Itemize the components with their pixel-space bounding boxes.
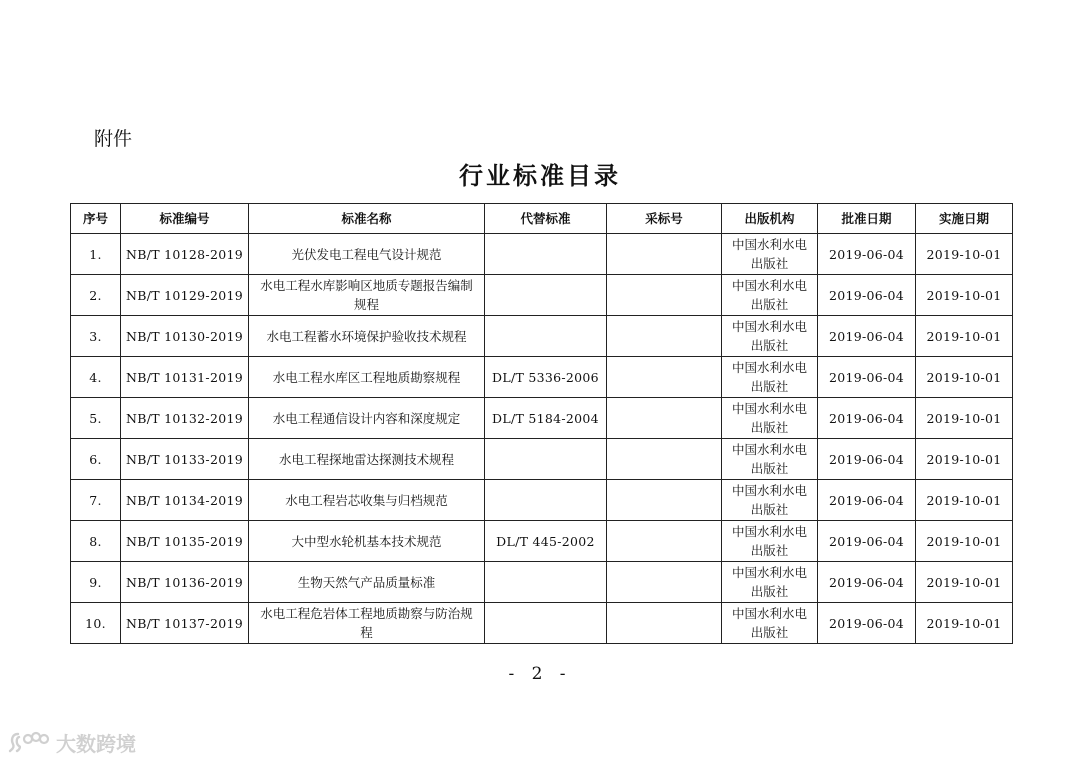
table-header-row	[71, 204, 1013, 234]
table-row	[71, 357, 1013, 398]
row-adopted	[607, 357, 722, 398]
row-effective-date: 2019-10-01	[916, 316, 1013, 357]
row-effective-date: 2019-10-01	[916, 562, 1013, 603]
row-approval-date: 2019-06-04	[818, 316, 916, 357]
row-replaced: DL/T 5336-2006	[485, 357, 607, 398]
row-seq: 1.	[71, 234, 121, 275]
row-approval-date: 2019-06-04	[818, 521, 916, 562]
row-publisher: 中国水利水电出版社	[722, 357, 818, 398]
row-adopted	[607, 562, 722, 603]
row-publisher: 中国水利水电出版社	[722, 234, 818, 275]
attachment-label: 附件	[94, 128, 133, 150]
row-effective-date: 2019-10-01	[916, 275, 1013, 316]
row-seq: 5.	[71, 398, 121, 439]
watermark	[8, 729, 136, 755]
row-std-no: NB/T 10131-2019	[121, 357, 249, 398]
row-adopted	[607, 398, 722, 439]
row-std-name: 水电工程岩芯收集与归档规范	[249, 480, 485, 521]
row-publisher: 中国水利水电出版社	[722, 521, 818, 562]
row-replaced: DL/T 5184-2004	[485, 398, 607, 439]
header-approval-date: 批准日期	[818, 204, 916, 234]
row-publisher: 中国水利水电出版社	[722, 603, 818, 644]
row-adopted	[607, 480, 722, 521]
header-std-no: 标准编号	[121, 204, 249, 234]
header-seq: 序号	[71, 204, 121, 234]
row-effective-date: 2019-10-01	[916, 234, 1013, 275]
row-std-no: NB/T 10128-2019	[121, 234, 249, 275]
table-row	[71, 234, 1013, 275]
row-approval-date: 2019-06-04	[818, 562, 916, 603]
header-std-name: 标准名称	[249, 204, 485, 234]
row-approval-date: 2019-06-04	[818, 234, 916, 275]
row-replaced	[485, 275, 607, 316]
row-std-name: 生物天然气产品质量标准	[249, 562, 485, 603]
row-std-name: 水电工程蓄水环境保护验收技术规程	[249, 316, 485, 357]
table-body	[71, 234, 1013, 644]
standards-table	[70, 203, 1013, 644]
row-seq: 4.	[71, 357, 121, 398]
row-replaced	[485, 562, 607, 603]
header-effective-date: 实施日期	[916, 204, 1013, 234]
brand-logo-icon	[8, 730, 52, 754]
table-row	[71, 521, 1013, 562]
table-row	[71, 275, 1013, 316]
row-std-name: 水电工程探地雷达探测技术规程	[249, 439, 485, 480]
row-adopted	[607, 603, 722, 644]
watermark-text: 大数跨境	[56, 731, 136, 756]
row-adopted	[607, 439, 722, 480]
header-replaced: 代替标准	[485, 204, 607, 234]
row-std-name: 光伏发电工程电气设计规范	[249, 234, 485, 275]
row-adopted	[607, 316, 722, 357]
row-adopted	[607, 234, 722, 275]
row-std-no: NB/T 10136-2019	[121, 562, 249, 603]
table-row	[71, 439, 1013, 480]
row-publisher: 中国水利水电出版社	[722, 316, 818, 357]
row-replaced: DL/T 445-2002	[485, 521, 607, 562]
row-std-name: 水电工程危岩体工程地质勘察与防治规程	[249, 603, 485, 644]
table-row	[71, 562, 1013, 603]
row-publisher: 中国水利水电出版社	[722, 439, 818, 480]
row-replaced	[485, 316, 607, 357]
row-effective-date: 2019-10-01	[916, 603, 1013, 644]
row-publisher: 中国水利水电出版社	[722, 275, 818, 316]
row-std-no: NB/T 10130-2019	[121, 316, 249, 357]
row-seq: 3.	[71, 316, 121, 357]
row-approval-date: 2019-06-04	[818, 398, 916, 439]
page-number: - 2 -	[508, 664, 572, 684]
table-row	[71, 603, 1013, 644]
row-std-no: NB/T 10132-2019	[121, 398, 249, 439]
document-title: 行业标准目录	[459, 162, 621, 190]
table-row	[71, 480, 1013, 521]
row-effective-date: 2019-10-01	[916, 521, 1013, 562]
row-std-name: 水电工程水库影响区地质专题报告编制规程	[249, 275, 485, 316]
row-seq: 10.	[71, 603, 121, 644]
row-publisher: 中国水利水电出版社	[722, 562, 818, 603]
row-seq: 6.	[71, 439, 121, 480]
row-std-no: NB/T 10134-2019	[121, 480, 249, 521]
row-replaced	[485, 234, 607, 275]
row-std-name: 水电工程通信设计内容和深度规定	[249, 398, 485, 439]
row-effective-date: 2019-10-01	[916, 398, 1013, 439]
row-adopted	[607, 521, 722, 562]
header-publisher: 出版机构	[722, 204, 818, 234]
row-effective-date: 2019-10-01	[916, 480, 1013, 521]
row-std-no: NB/T 10133-2019	[121, 439, 249, 480]
row-replaced	[485, 439, 607, 480]
row-approval-date: 2019-06-04	[818, 603, 916, 644]
row-approval-date: 2019-06-04	[818, 275, 916, 316]
row-seq: 7.	[71, 480, 121, 521]
row-std-name: 大中型水轮机基本技术规范	[249, 521, 485, 562]
row-approval-date: 2019-06-04	[818, 480, 916, 521]
header-adopted: 采标号	[607, 204, 722, 234]
table-row	[71, 398, 1013, 439]
row-approval-date: 2019-06-04	[818, 439, 916, 480]
row-approval-date: 2019-06-04	[818, 357, 916, 398]
row-std-name: 水电工程水库区工程地质勘察规程	[249, 357, 485, 398]
table-row	[71, 316, 1013, 357]
row-seq: 9.	[71, 562, 121, 603]
row-publisher: 中国水利水电出版社	[722, 398, 818, 439]
row-seq: 8.	[71, 521, 121, 562]
row-std-no: NB/T 10129-2019	[121, 275, 249, 316]
row-replaced	[485, 603, 607, 644]
row-std-no: NB/T 10135-2019	[121, 521, 249, 562]
row-std-no: NB/T 10137-2019	[121, 603, 249, 644]
row-publisher: 中国水利水电出版社	[722, 480, 818, 521]
row-effective-date: 2019-10-01	[916, 439, 1013, 480]
row-effective-date: 2019-10-01	[916, 357, 1013, 398]
row-adopted	[607, 275, 722, 316]
row-seq: 2.	[71, 275, 121, 316]
row-replaced	[485, 480, 607, 521]
